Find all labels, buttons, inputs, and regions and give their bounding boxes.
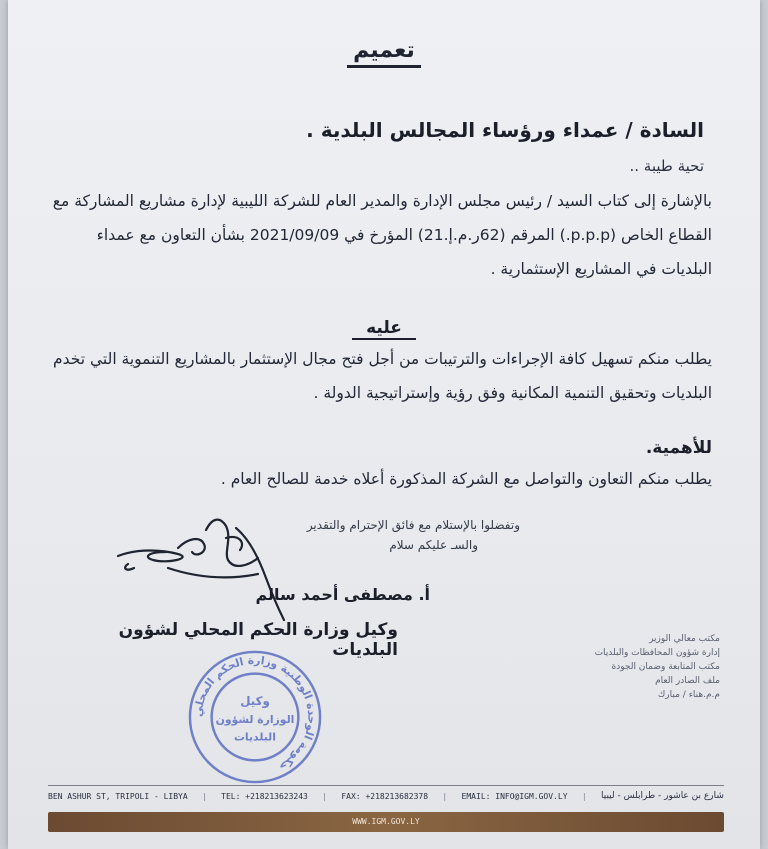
footer-address-en: BEN ASHUR ST, TRIPOLI - LIBYA	[48, 791, 188, 801]
stamp-ring-text: حكومة الوحدة الوطنية وزارة الحكم المحلي	[191, 653, 319, 774]
footer-separator: |	[581, 791, 587, 801]
stamp-line-2: الوزارة لشؤون	[215, 712, 295, 726]
handwritten-signature	[108, 508, 308, 628]
greeting: تحية طيبة ..	[629, 157, 704, 175]
footer-divider	[48, 785, 724, 786]
website-link[interactable]: WWW.IGM.GOV.LY	[352, 817, 420, 826]
official-stamp	[186, 648, 324, 786]
signer-name: أ. مصطفى أحمد سالم	[255, 585, 430, 604]
copy-item: إدارة شؤون المحافظات والبلديات	[594, 648, 720, 658]
footer-separator: |	[322, 791, 328, 801]
copies-list	[550, 632, 720, 702]
signer-title: وكيل وزارة الحكم المحلي لشؤون البلديات	[118, 620, 398, 660]
closing-peace: والسـ عليكم سلام	[389, 538, 478, 552]
footer-email[interactable]: EMAIL: INFO@IGM.GOV.LY	[461, 791, 568, 801]
subheading: عليه	[8, 318, 760, 338]
stamp-line-3: البلديات	[234, 730, 276, 744]
website-bar	[48, 812, 724, 832]
closing-respect: وتفضلوا بالإستلام مع فائق الإحترام والتقدير	[306, 518, 520, 532]
copy-item: م.م.هناء / مبارك	[657, 690, 720, 700]
footer-fax: FAX: +218213682378	[341, 791, 429, 801]
letter-page	[8, 0, 760, 849]
request-paragraph: يطلب منكم تسهيل كافة الإجراءات والترتيبات من أجل فتح مجال الإستثمار بالمشاريع التنموية التي تخدم البلديات وتحقيق التنمية المكانية وفق رؤية وإستراتيجية الدولة .	[53, 350, 712, 402]
document-title: تعميم	[8, 38, 760, 63]
footer-phone: TEL: +218213623243	[221, 791, 308, 801]
addressee: السادة / عمداء ورؤساء المجالس البلدية .	[306, 118, 704, 142]
cooperation-paragraph: يطلب منكم التعاون والتواصل مع الشركة المذكورة أعلاه خدمة للصالح العام .	[220, 470, 712, 488]
copy-item: مكتب معالي الوزير	[649, 634, 720, 644]
stamp-line-1: وكيل	[240, 694, 270, 709]
reference-paragraph: بالإشارة إلى كتاب السيد / رئيس مجلس الإدارة والمدير العام للشركة الليبية لإدارة مشاريع المشاركة مع القطاع الخاص (p.p.p.) المرقم (62ر.م.إ.21) المؤرخ في 2021/09/09 بشأن التعاون مع عمداء البلديات في المشاريع الإستثمارية .	[52, 192, 712, 278]
footer-separator: |	[202, 791, 207, 801]
copy-item: مكتب المتابعة وضمان الجودة	[611, 662, 720, 672]
importance-label: للأهمية.	[645, 438, 712, 458]
footer-address-ar: شارع بن عاشور - طرابلس - ليبيا	[601, 791, 724, 801]
footer-contact	[48, 791, 724, 801]
footer-separator: |	[442, 791, 448, 801]
copy-item: ملف الصادر العام	[655, 676, 720, 686]
